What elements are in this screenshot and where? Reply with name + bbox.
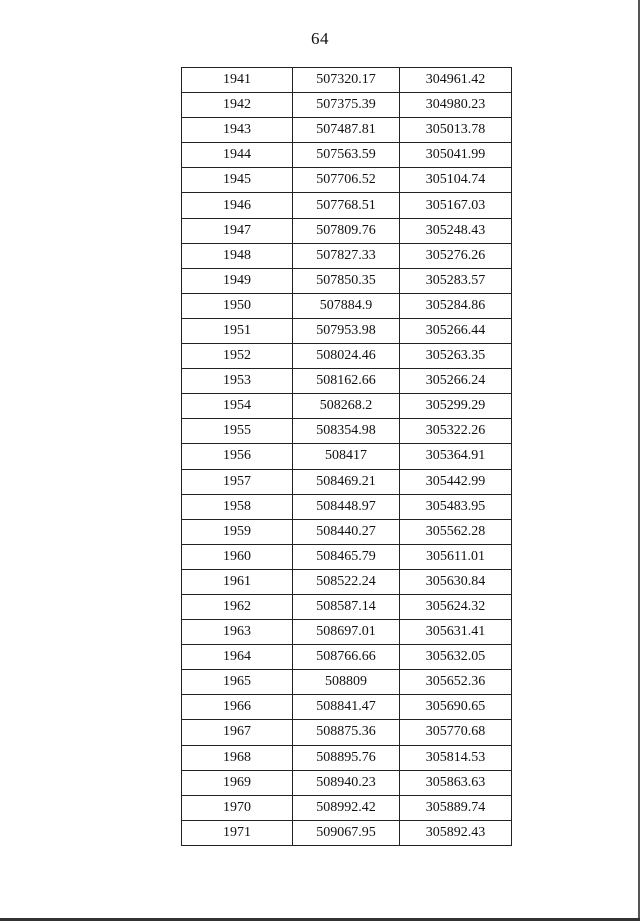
table-row: [182, 569, 512, 594]
year-cell: 1971: [182, 820, 293, 845]
value-b-cell: 305299.29: [400, 394, 512, 419]
value-a-cell: 508469.21: [293, 469, 400, 494]
value-b-cell: 305632.05: [400, 645, 512, 670]
value-a-cell: 508992.42: [293, 795, 400, 820]
value-a-cell: 508895.76: [293, 745, 400, 770]
table-row: [182, 143, 512, 168]
value-a-cell: 508448.97: [293, 494, 400, 519]
table-row: [182, 218, 512, 243]
year-cell: 1949: [182, 268, 293, 293]
year-cell: 1957: [182, 469, 293, 494]
year-cell: 1959: [182, 519, 293, 544]
value-a-cell: 507768.51: [293, 193, 400, 218]
year-cell: 1945: [182, 168, 293, 193]
table-row: [182, 620, 512, 645]
year-cell: 1964: [182, 645, 293, 670]
value-a-cell: 508268.2: [293, 394, 400, 419]
table-row: [182, 68, 512, 93]
table-row: [182, 344, 512, 369]
value-a-cell: 508440.27: [293, 519, 400, 544]
value-a-cell: 508587.14: [293, 594, 400, 619]
value-b-cell: 305690.65: [400, 695, 512, 720]
table-row: [182, 720, 512, 745]
value-b-cell: 305630.84: [400, 569, 512, 594]
value-a-cell: 507953.98: [293, 318, 400, 343]
table-row: [182, 820, 512, 845]
value-b-cell: 305814.53: [400, 745, 512, 770]
table-row: [182, 594, 512, 619]
table-row: [182, 670, 512, 695]
year-cell: 1942: [182, 93, 293, 118]
table-row: [182, 318, 512, 343]
value-a-cell: 508417: [293, 444, 400, 469]
value-b-cell: 304980.23: [400, 93, 512, 118]
value-b-cell: 305483.95: [400, 494, 512, 519]
value-b-cell: 305652.36: [400, 670, 512, 695]
value-a-cell: 508809: [293, 670, 400, 695]
table-row: [182, 243, 512, 268]
year-cell: 1953: [182, 369, 293, 394]
value-a-cell: 508841.47: [293, 695, 400, 720]
year-cell: 1947: [182, 218, 293, 243]
year-cell: 1944: [182, 143, 293, 168]
year-cell: 1943: [182, 118, 293, 143]
table-row: [182, 394, 512, 419]
value-a-cell: 507563.59: [293, 143, 400, 168]
value-b-cell: 305624.32: [400, 594, 512, 619]
table-row: [182, 193, 512, 218]
table-row: [182, 745, 512, 770]
table-row: [182, 795, 512, 820]
value-a-cell: 507850.35: [293, 268, 400, 293]
value-b-cell: 305013.78: [400, 118, 512, 143]
value-a-cell: 508465.79: [293, 544, 400, 569]
table-row: [182, 444, 512, 469]
value-a-cell: 508162.66: [293, 369, 400, 394]
year-cell: 1958: [182, 494, 293, 519]
year-cell: 1952: [182, 344, 293, 369]
value-b-cell: 304961.42: [400, 68, 512, 93]
value-b-cell: 305248.43: [400, 218, 512, 243]
table-row: [182, 369, 512, 394]
table-row: [182, 469, 512, 494]
year-cell: 1967: [182, 720, 293, 745]
value-a-cell: 508697.01: [293, 620, 400, 645]
table-row: [182, 268, 512, 293]
table-row: [182, 93, 512, 118]
year-cell: 1966: [182, 695, 293, 720]
value-b-cell: 305104.74: [400, 168, 512, 193]
table-row: [182, 293, 512, 318]
year-cell: 1961: [182, 569, 293, 594]
year-cell: 1946: [182, 193, 293, 218]
year-cell: 1951: [182, 318, 293, 343]
value-b-cell: 305562.28: [400, 519, 512, 544]
table-row: [182, 168, 512, 193]
value-b-cell: 305322.26: [400, 419, 512, 444]
value-a-cell: 508875.36: [293, 720, 400, 745]
year-cell: 1963: [182, 620, 293, 645]
value-a-cell: 507706.52: [293, 168, 400, 193]
table-row: [182, 118, 512, 143]
value-b-cell: 305266.24: [400, 369, 512, 394]
value-a-cell: 507375.39: [293, 93, 400, 118]
value-a-cell: 508766.66: [293, 645, 400, 670]
value-b-cell: 305263.35: [400, 344, 512, 369]
value-b-cell: 305611.01: [400, 544, 512, 569]
value-a-cell: 507827.33: [293, 243, 400, 268]
value-b-cell: 305167.03: [400, 193, 512, 218]
year-cell: 1956: [182, 444, 293, 469]
table-row: [182, 645, 512, 670]
year-cell: 1965: [182, 670, 293, 695]
table-row: [182, 419, 512, 444]
value-a-cell: 508024.46: [293, 344, 400, 369]
year-cell: 1962: [182, 594, 293, 619]
year-cell: 1948: [182, 243, 293, 268]
value-b-cell: 305284.86: [400, 293, 512, 318]
year-cell: 1941: [182, 68, 293, 93]
year-cell: 1950: [182, 293, 293, 318]
value-b-cell: 305863.63: [400, 770, 512, 795]
page-number: 64: [311, 29, 329, 48]
year-cell: 1954: [182, 394, 293, 419]
year-cell: 1960: [182, 544, 293, 569]
value-b-cell: 305283.57: [400, 268, 512, 293]
value-a-cell: 507487.81: [293, 118, 400, 143]
data-table: [181, 67, 512, 846]
year-cell: 1968: [182, 745, 293, 770]
value-a-cell: 507320.17: [293, 68, 400, 93]
year-cell: 1955: [182, 419, 293, 444]
value-a-cell: 507809.76: [293, 218, 400, 243]
value-b-cell: 305770.68: [400, 720, 512, 745]
value-a-cell: 507884.9: [293, 293, 400, 318]
value-b-cell: 305889.74: [400, 795, 512, 820]
value-b-cell: 305442.99: [400, 469, 512, 494]
value-a-cell: 508522.24: [293, 569, 400, 594]
year-cell: 1969: [182, 770, 293, 795]
value-a-cell: 508940.23: [293, 770, 400, 795]
value-b-cell: 305631.41: [400, 620, 512, 645]
value-b-cell: 305041.99: [400, 143, 512, 168]
value-a-cell: 509067.95: [293, 820, 400, 845]
value-b-cell: 305364.91: [400, 444, 512, 469]
table-row: [182, 544, 512, 569]
value-a-cell: 508354.98: [293, 419, 400, 444]
year-cell: 1970: [182, 795, 293, 820]
value-b-cell: 305276.26: [400, 243, 512, 268]
table-row: [182, 494, 512, 519]
table-row: [182, 695, 512, 720]
table-row: [182, 519, 512, 544]
value-b-cell: 305266.44: [400, 318, 512, 343]
table-row: [182, 770, 512, 795]
value-b-cell: 305892.43: [400, 820, 512, 845]
table-body: [182, 68, 512, 846]
